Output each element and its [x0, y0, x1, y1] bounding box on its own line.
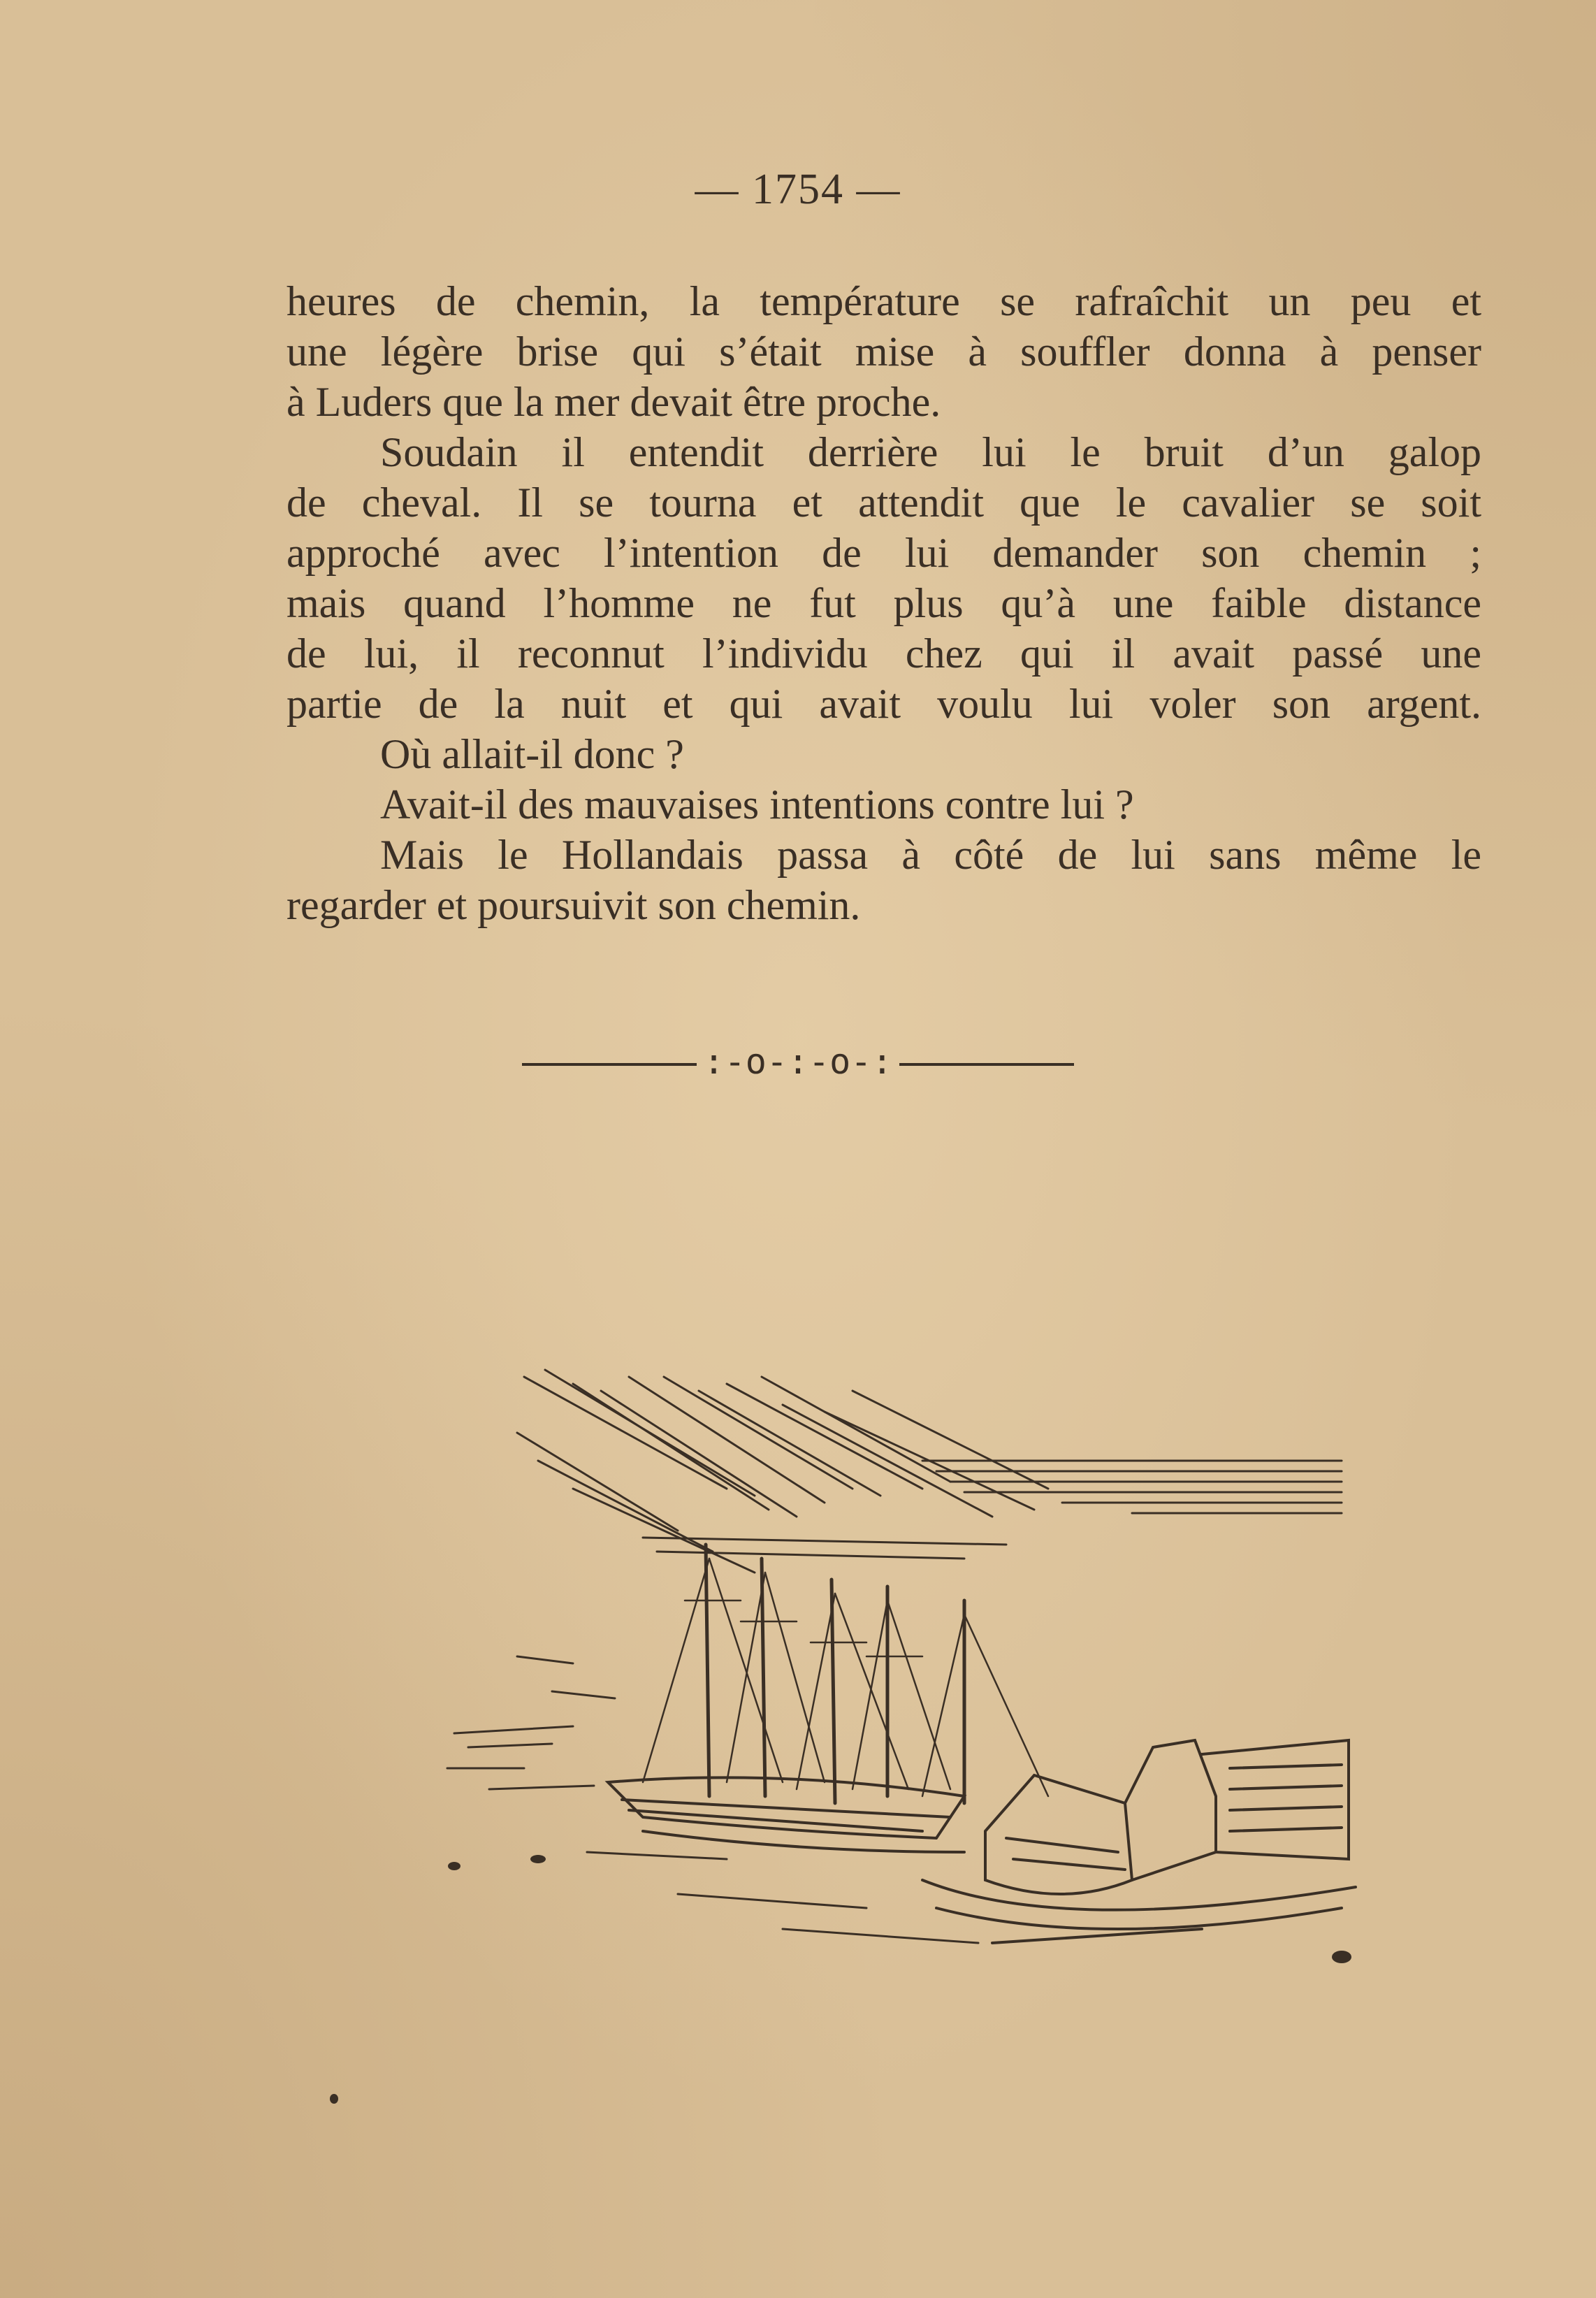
- shore-buildings: [922, 1740, 1356, 1943]
- text-line: une légère brise qui s’était mise à souffler donna à penser: [286, 328, 1481, 375]
- text-line: mais quand l’homme ne fut plus qu’à une faible distance: [286, 580, 1481, 626]
- ink-speck: [330, 2094, 338, 2104]
- ship-hulls: [608, 1777, 964, 1852]
- text-line: Avait-il des mauvaises intentions contre lui ?: [380, 781, 1134, 828]
- text-line: Où allait-il donc ?: [380, 731, 684, 777]
- text-line: approché avec l’intention de lui demander son chemin ;: [286, 530, 1481, 576]
- sky-hatching: [517, 1370, 1342, 1573]
- text-line: partie de la nuit et qui avait voulu lui voler son argent.: [286, 681, 1481, 727]
- ship-rigging: [643, 1559, 1048, 1796]
- text-line: regarder et poursuivit son chemin.: [286, 882, 861, 928]
- text-line: de lui, il reconnut l’individu chez qui il avait passé une: [286, 630, 1481, 677]
- engraving-marks: [448, 1855, 1351, 1963]
- separator-rule-left: [522, 1063, 697, 1066]
- text-line: heures de chemin, la température se rafraîchit un peu et: [286, 278, 1481, 324]
- body-text: [286, 276, 1481, 930]
- section-separator: [0, 1041, 1596, 1082]
- page-number: — 1754 —: [695, 166, 901, 213]
- harbor-ships-engraving: [433, 1349, 1370, 1978]
- ship-masts: [706, 1545, 964, 1803]
- text-line: Soudain il entendit derrière lui le bruit d’un galop: [380, 429, 1481, 475]
- separator-rule-right: [899, 1063, 1074, 1066]
- separator-ornament: :-o-:-o-:: [703, 1041, 893, 1082]
- text-line: à Luders que la mer devait être proche.: [286, 379, 941, 425]
- water-lines: [447, 1656, 978, 1943]
- text-line: de cheval. Il se tourna et attendit que le cavalier se soit: [286, 479, 1481, 526]
- text-line: Mais le Hollandais passa à côté de lui sans même le: [380, 832, 1481, 878]
